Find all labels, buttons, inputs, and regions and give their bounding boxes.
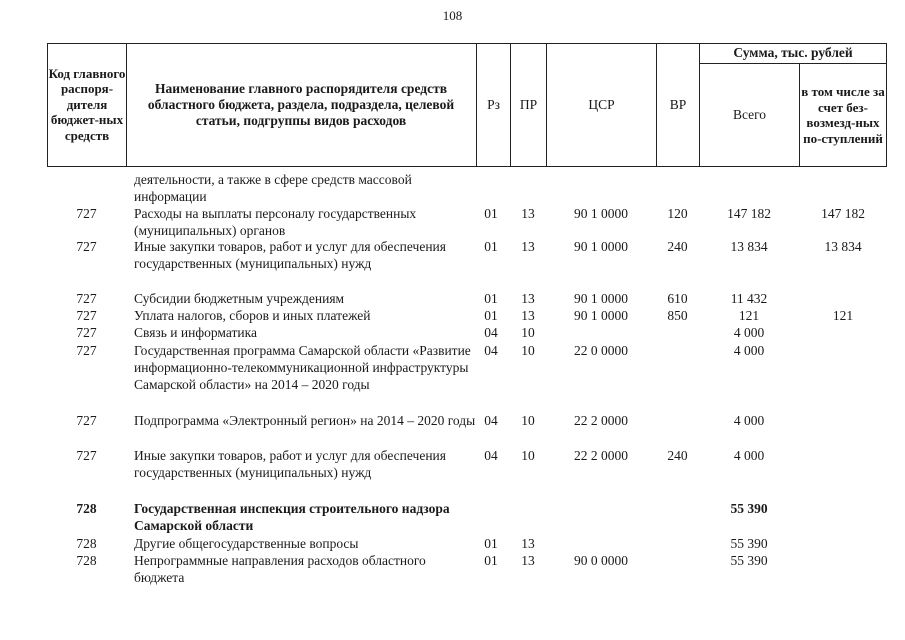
cell-code: 728 [76, 536, 97, 551]
header-total: Всего [732, 107, 767, 122]
cell-code: 727 [76, 308, 97, 323]
cell-rz: 04 [484, 343, 498, 358]
cell-pr: 13 [521, 239, 535, 254]
cell-rz: 01 [484, 536, 498, 551]
cell-rz: 01 [484, 239, 498, 254]
header-csr: ЦСР [588, 96, 615, 112]
cell-code: 727 [76, 448, 97, 463]
cell-pr: 10 [521, 343, 535, 358]
cell-name: Другие общегосударственные вопросы [134, 536, 359, 551]
header-pr: ПР [519, 96, 538, 112]
cell-pr: 13 [521, 308, 535, 323]
cell-name: Государственная инспекция строительного надзора Самарской области [134, 501, 450, 533]
border-right [886, 43, 887, 167]
header-sum: Сумма, тыс. рублей [733, 45, 853, 60]
cell-vr: 610 [667, 291, 688, 306]
cell-csr: 90 1 0000 [574, 308, 628, 323]
cell-vr: 850 [667, 308, 688, 323]
cell-total: 121 [738, 308, 760, 323]
header-code: Код главного распоря-дителя бюджет-ных средств [48, 65, 126, 143]
cell-rz: 04 [484, 325, 498, 340]
cell-pr: 13 [521, 553, 535, 568]
header-bottom-border [47, 166, 887, 167]
table-header [47, 43, 887, 167]
cell-total: 4 000 [733, 448, 765, 463]
cell-rz: 01 [484, 291, 498, 306]
cell-vr: 240 [667, 448, 688, 463]
cell-name: Уплата налогов, сборов и иных платежей [134, 308, 371, 323]
cell-total: 4 000 [733, 325, 765, 340]
cell-csr: 22 0 0000 [574, 343, 628, 358]
cell-total: 4 000 [733, 343, 765, 358]
cell-pr: 10 [521, 413, 535, 428]
cell-code: 727 [76, 413, 97, 428]
border-code [126, 43, 127, 167]
header-vr: ВР [669, 96, 687, 112]
cell-code: 727 [76, 206, 97, 221]
cell-pr: 13 [521, 536, 535, 551]
cell-total: 55 390 [730, 536, 768, 551]
cell-vr: 120 [667, 206, 688, 221]
cell-pr: 13 [521, 206, 535, 221]
cell-name: Государственная программа Самарской области «Развитие информационно-телекоммуникационной инфраструктуры Самарской области» на 2014 – 2020 годы [134, 343, 471, 392]
cell-rz: 01 [484, 308, 498, 323]
cell-name: Подпрограмма «Электронный регион» на 2014 – 2020 годы [134, 413, 476, 428]
header-rz: Рз [487, 96, 500, 112]
cell-free: 147 182 [821, 206, 865, 221]
cell-csr: 22 2 0000 [574, 448, 628, 463]
cell-name: Иные закупки товаров, работ и услуг для обеспечения государственных (муниципальных) нужд [134, 448, 446, 480]
cell-name: деятельности, а также в сфере средств массовой информации [134, 172, 412, 204]
cell-csr: 90 0 0000 [574, 553, 628, 568]
cell-total: 11 432 [730, 291, 768, 306]
cell-csr: 90 1 0000 [574, 239, 628, 254]
cell-rz: 01 [484, 553, 498, 568]
cell-csr: 90 1 0000 [574, 291, 628, 306]
cell-vr: 240 [667, 239, 688, 254]
cell-free: 13 834 [824, 239, 862, 254]
cell-code: 727 [76, 239, 97, 254]
cell-code: 727 [76, 291, 97, 306]
cell-total: 55 390 [730, 553, 768, 568]
cell-total: 55 390 [730, 501, 768, 516]
cell-name: Расходы на выплаты персоналу государственных (муниципальных) органов [134, 206, 417, 238]
cell-pr: 13 [521, 291, 535, 306]
cell-rz: 04 [484, 413, 498, 428]
header-name: Наименование главного распорядителя средств областного бюджета, раздела, подраздела, целевой статьи, подгруппы видов расходов [147, 80, 455, 128]
cell-total: 13 834 [730, 239, 768, 254]
cell-rz: 04 [484, 448, 498, 463]
cell-csr: 22 2 0000 [574, 413, 628, 428]
cell-code: 727 [76, 343, 97, 358]
header-free: в том числе за счет без-возмезд-ных по-ступлений [801, 84, 885, 146]
cell-code: 728 [76, 553, 97, 568]
cell-free: 121 [832, 308, 854, 323]
cell-name: Иные закупки товаров, работ и услуг для обеспечения государственных (муниципальных) нужд [134, 239, 446, 271]
cell-name: Субсидии бюджетным учреждениям [134, 291, 345, 306]
cell-pr: 10 [521, 448, 535, 463]
cell-rz: 01 [484, 206, 498, 221]
cell-pr: 10 [521, 325, 535, 340]
cell-code: 727 [76, 325, 97, 340]
cell-name: Непрограммные направления расходов областного бюджета [134, 553, 426, 585]
cell-name: Связь и информатика [134, 325, 257, 340]
page-number: 108 [442, 8, 463, 23]
cell-total: 4 000 [733, 413, 765, 428]
cell-total: 147 182 [727, 206, 771, 221]
cell-code: 728 [76, 501, 97, 516]
cell-csr: 90 1 0000 [574, 206, 628, 221]
